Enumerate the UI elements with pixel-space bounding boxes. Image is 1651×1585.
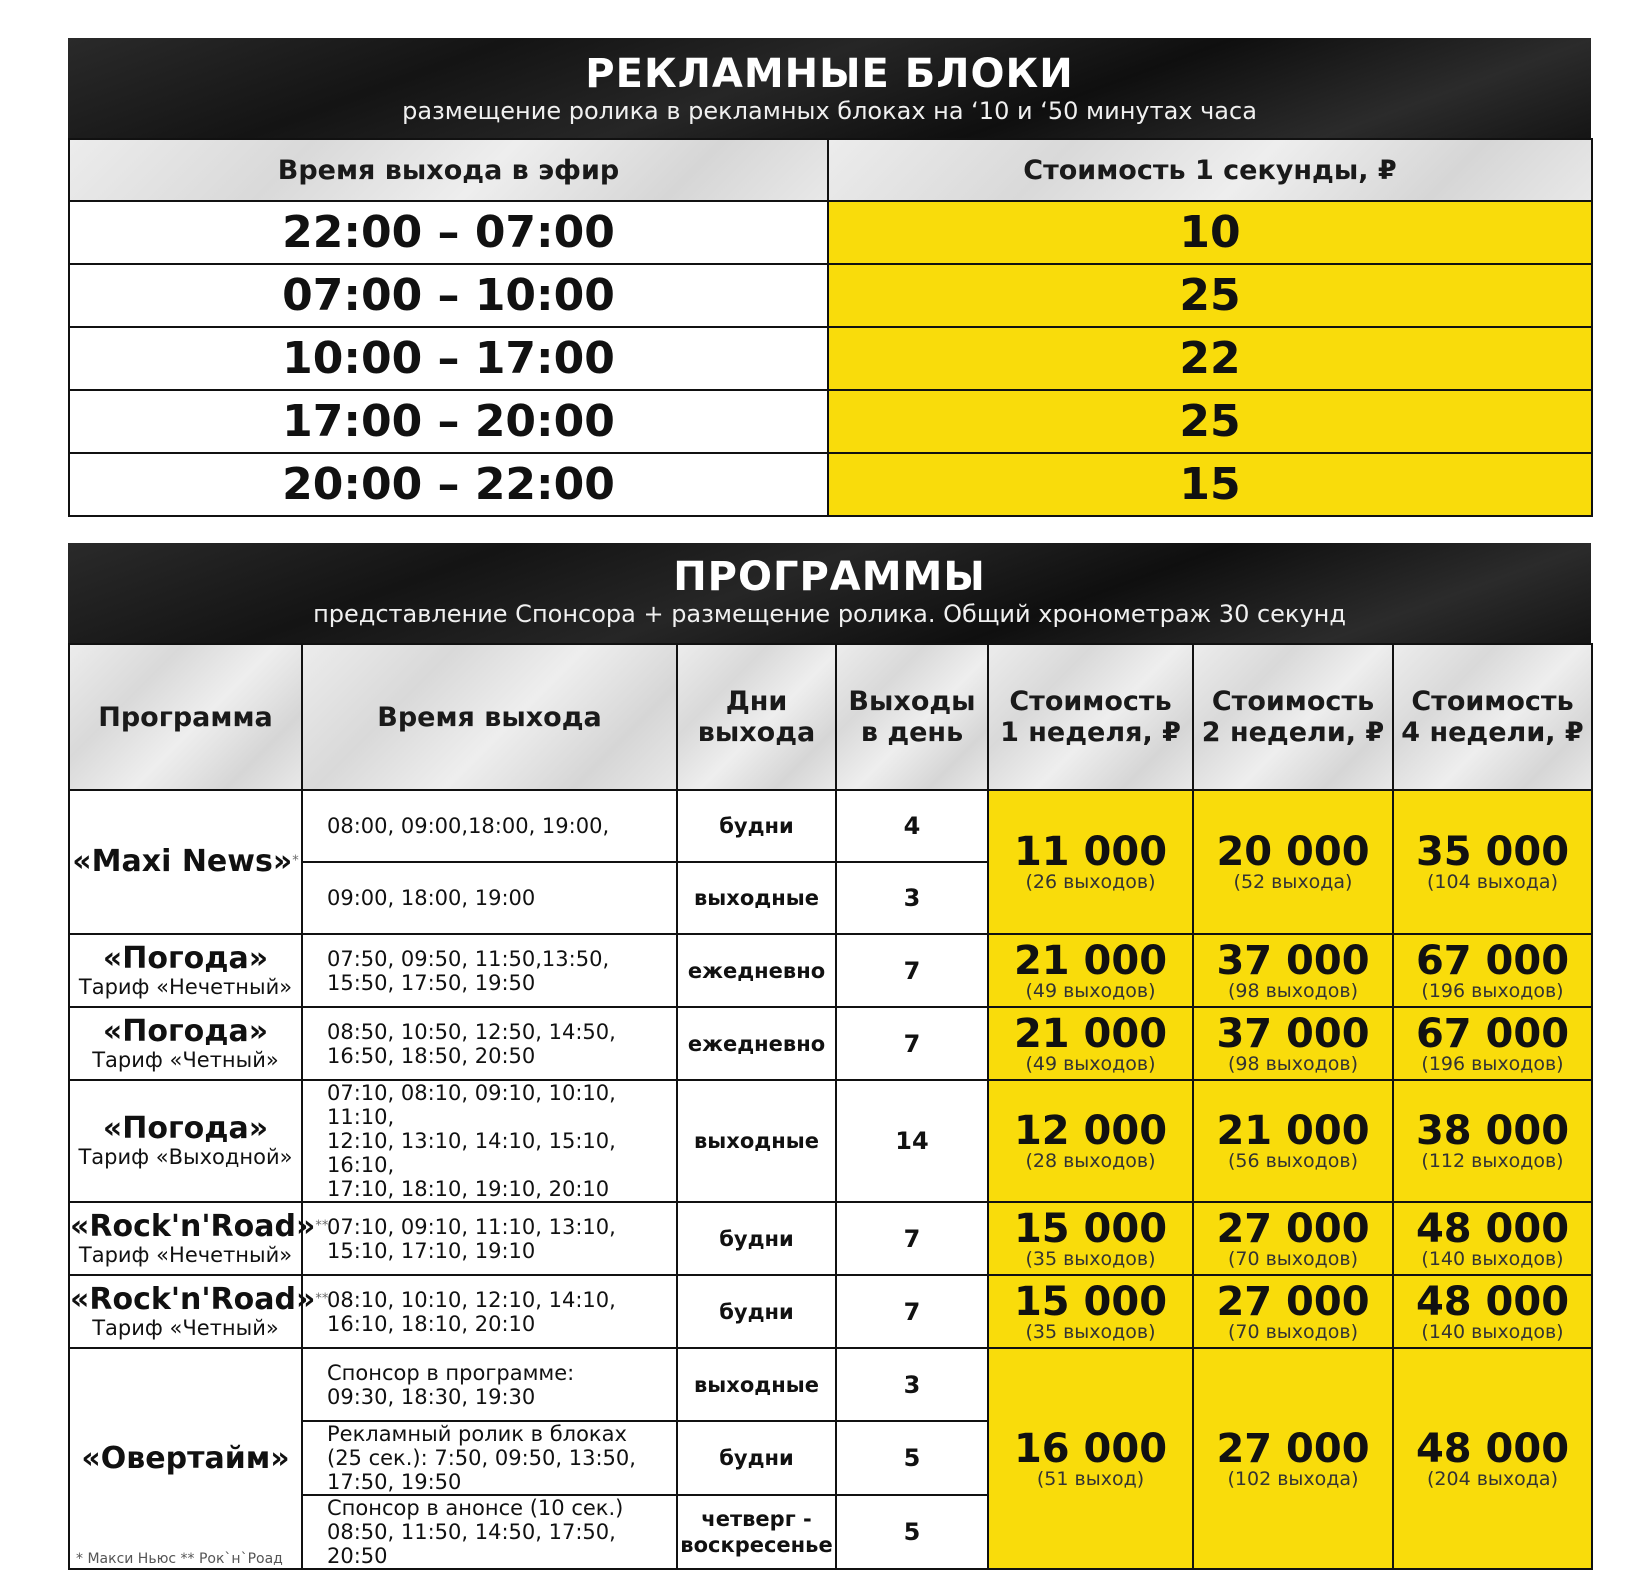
header-airtime: Время выхода в эфир <box>69 139 828 201</box>
airtime-cell: 07:00 – 10:00 <box>69 264 828 327</box>
airtime-cell: 22:00 – 07:00 <box>69 201 828 264</box>
days-cell: выходные <box>677 1080 836 1202</box>
header-price-per-second: Стоимость 1 секунды, ₽ <box>828 139 1592 201</box>
price-week2: 27 000 (70 выходов) <box>1193 1275 1393 1348</box>
ad-blocks-table <box>68 138 1593 517</box>
count-cell: 7 <box>836 1202 988 1275</box>
time-cell: 07:50, 09:50, 11:50,13:50, 15:50, 17:50, 19:50 <box>302 934 677 1007</box>
count-cell: 4 <box>836 790 988 862</box>
table-row <box>69 453 1592 516</box>
program-cell: «Погода» Тариф «Выходной» <box>69 1080 302 1202</box>
time-cell: 08:00, 09:00,18:00, 19:00, <box>302 790 677 862</box>
price-week4: 35 000 (104 выхода) <box>1393 790 1592 934</box>
price-week2: 37 000 (98 выходов) <box>1193 1007 1393 1080</box>
header-time: Время выхода <box>302 644 677 790</box>
price-week2: 27 000 (70 выходов) <box>1193 1202 1393 1275</box>
price-cell: 15 <box>828 453 1592 516</box>
price-week2: 27 000 (102 выхода) <box>1193 1348 1393 1569</box>
header-week2: Стоимость 2 недели, ₽ <box>1193 644 1393 790</box>
time-cell: 08:50, 10:50, 12:50, 14:50, 16:50, 18:50, 20:50 <box>302 1007 677 1080</box>
count-cell: 5 <box>836 1421 988 1495</box>
program-cell: «Rock'n'Road»** Тариф «Четный» <box>69 1275 302 1348</box>
price-cell: 25 <box>828 390 1592 453</box>
time-cell: Рекламный ролик в блоках (25 сек.): 7:50, 09:50, 13:50, 17:50, 19:50 <box>302 1421 677 1495</box>
header-week4: Стоимость 4 недели, ₽ <box>1393 644 1592 790</box>
days-cell: ежедневно <box>677 1007 836 1080</box>
table-row <box>69 1007 1592 1080</box>
price-cell: 25 <box>828 264 1592 327</box>
price-week2: 37 000 (98 выходов) <box>1193 934 1393 1007</box>
price-week1: 21 000 (49 выходов) <box>988 934 1193 1007</box>
price-week4: 67 000 (196 выходов) <box>1393 934 1592 1007</box>
table-row <box>69 201 1592 264</box>
header-week1: Стоимость 1 неделя, ₽ <box>988 644 1193 790</box>
program-cell: «Rock'n'Road»** Тариф «Нечетный» <box>69 1202 302 1275</box>
programs-banner <box>68 543 1591 643</box>
time-cell: Спонсор в анонсе (10 сек.) 08:50, 11:50, 14:50, 17:50, 20:50 <box>302 1495 677 1569</box>
program-cell: «Овертайм» <box>69 1348 302 1569</box>
time-cell: 07:10, 09:10, 11:10, 13:10, 15:10, 17:10, 19:10 <box>302 1202 677 1275</box>
program-cell: «Погода» Тариф «Нечетный» <box>69 934 302 1007</box>
programs-section <box>68 543 1591 1570</box>
price-week1: 11 000 (26 выходов) <box>988 790 1193 934</box>
count-cell: 5 <box>836 1495 988 1569</box>
price-week4: 38 000 (112 выходов) <box>1393 1080 1592 1202</box>
price-week1: 12 000 (28 выходов) <box>988 1080 1193 1202</box>
price-week4: 48 000 (140 выходов) <box>1393 1275 1592 1348</box>
table-row <box>69 264 1592 327</box>
count-cell: 3 <box>836 1348 988 1421</box>
ad-blocks-section <box>68 38 1591 517</box>
table-row <box>69 934 1592 1007</box>
price-cell: 22 <box>828 327 1592 390</box>
price-week1: 15 000 (35 выходов) <box>988 1275 1193 1348</box>
header-per-day: Выходы в день <box>836 644 988 790</box>
table-row <box>69 790 1592 862</box>
price-cell: 10 <box>828 201 1592 264</box>
table-row <box>69 1348 1592 1421</box>
days-cell: будни <box>677 1421 836 1495</box>
table-row <box>69 1275 1592 1348</box>
price-week2: 21 000 (56 выходов) <box>1193 1080 1393 1202</box>
days-cell: будни <box>677 1202 836 1275</box>
ad-blocks-title: РЕКЛАМНЫЕ БЛОКИ <box>585 51 1074 97</box>
days-cell: ежедневно <box>677 934 836 1007</box>
footnote: * Макси Ньюс ** Рок`н`Роад <box>76 1551 283 1567</box>
ad-blocks-banner <box>68 38 1591 138</box>
count-cell: 3 <box>836 862 988 934</box>
table-row <box>69 327 1592 390</box>
days-cell: выходные <box>677 862 836 934</box>
price-week2: 20 000 (52 выхода) <box>1193 790 1393 934</box>
count-cell: 7 <box>836 1275 988 1348</box>
programs-subtitle: представление Спонсора + размещение ролика. Общий хронометраж 30 секунд <box>313 600 1346 628</box>
count-cell: 7 <box>836 1007 988 1080</box>
table-row <box>69 390 1592 453</box>
table-row <box>69 1080 1592 1202</box>
airtime-cell: 10:00 – 17:00 <box>69 327 828 390</box>
time-cell: 08:10, 10:10, 12:10, 14:10, 16:10, 18:10, 20:10 <box>302 1275 677 1348</box>
price-week1: 16 000 (51 выход) <box>988 1348 1193 1569</box>
time-cell: 09:00, 18:00, 19:00 <box>302 862 677 934</box>
price-week1: 21 000 (49 выходов) <box>988 1007 1193 1080</box>
price-week4: 67 000 (196 выходов) <box>1393 1007 1592 1080</box>
days-cell: выходные <box>677 1348 836 1421</box>
price-week1: 15 000 (35 выходов) <box>988 1202 1193 1275</box>
time-cell: 07:10, 08:10, 09:10, 10:10, 11:10, 12:10, 13:10, 14:10, 15:10, 16:10, 17:10, 18:10, 19:10, 20:10 <box>302 1080 677 1202</box>
days-cell: будни <box>677 790 836 862</box>
price-week4: 48 000 (140 выходов) <box>1393 1202 1592 1275</box>
programs-title: ПРОГРАММЫ <box>673 554 986 600</box>
airtime-cell: 20:00 – 22:00 <box>69 453 828 516</box>
program-cell: «Погода» Тариф «Четный» <box>69 1007 302 1080</box>
time-cell: Спонсор в программе: 09:30, 18:30, 19:30 <box>302 1348 677 1421</box>
program-cell: «Maxi News»* <box>69 790 302 934</box>
header-days: Дни выхода <box>677 644 836 790</box>
table-row <box>69 1202 1592 1275</box>
ad-blocks-subtitle: размещение ролика в рекламных блоках на ‘10 и ‘50 минутах часа <box>402 97 1257 125</box>
days-cell: четверг - воскресенье <box>677 1495 836 1569</box>
header-program: Программа <box>69 644 302 790</box>
airtime-cell: 17:00 – 20:00 <box>69 390 828 453</box>
count-cell: 7 <box>836 934 988 1007</box>
price-week4: 48 000 (204 выхода) <box>1393 1348 1592 1569</box>
days-cell: будни <box>677 1275 836 1348</box>
count-cell: 14 <box>836 1080 988 1202</box>
programs-table <box>68 643 1593 1570</box>
